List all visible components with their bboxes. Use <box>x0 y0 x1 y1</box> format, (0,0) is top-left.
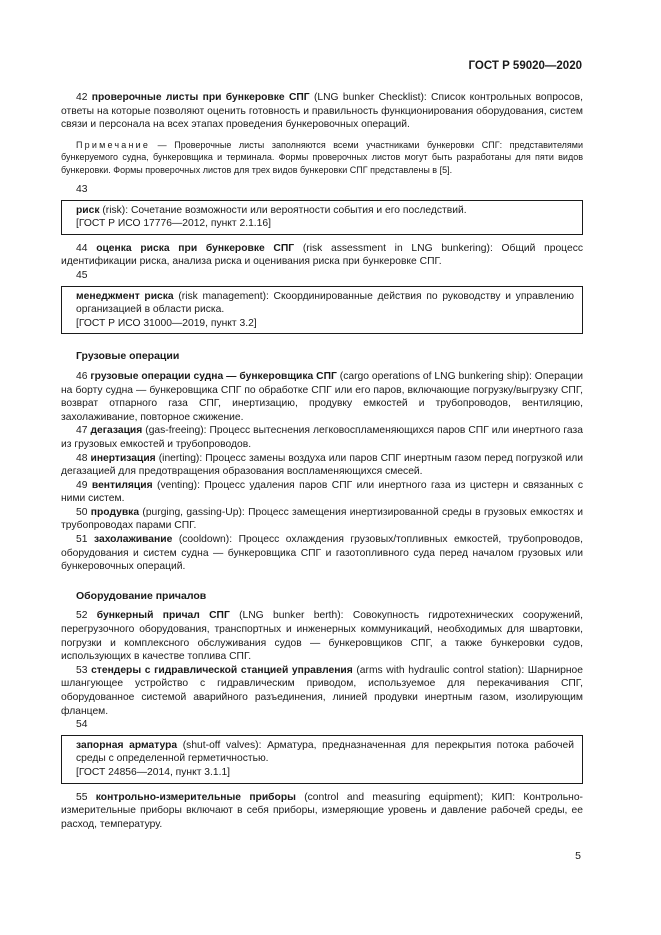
term-title: проверочные листы при бункеровке СПГ <box>91 92 310 103</box>
term-title: оценка риска при бункеровке СПГ <box>96 242 295 254</box>
term-number: 42 <box>76 92 92 103</box>
term-45 <box>76 290 574 317</box>
term-reference: [ГОСТ Р ИСО 17776—2012, пункт 2.1.16] <box>76 218 271 230</box>
term-46 <box>61 370 583 424</box>
term-reference: [ГОСТ Р ИСО 31000—2019, пункт 3.2] <box>76 317 257 329</box>
term-48 <box>61 452 583 479</box>
term-definition: (risk): Сочетание возможности или вероятности события и его последствий. <box>99 204 467 216</box>
term-54-frame <box>61 735 583 784</box>
term-title: риск <box>76 204 100 216</box>
term-title: инертизация <box>90 452 156 464</box>
term-title: грузовые операции судна — бункеровщика СПГ <box>90 370 337 382</box>
term-definition: (purging, gassing-Up): Процесс замещения инертизированной среды в грузовых емкостях и трубопроводах парами СПГ. <box>61 506 583 532</box>
term-50 <box>61 506 583 533</box>
term-definition: (inerting): Процесс замены воздуха или паров СПГ инертным газом перед погрузкой или дегазацией для предотвращения образования воспламеняющихся смесей. <box>61 452 583 478</box>
term-43 <box>76 204 574 218</box>
term-title: вентиляция <box>91 479 153 491</box>
term-definition: (risk assessment in LNG bunkering): Общий процесс идентификации риска, анализа риска и оценивания риска при бункеровке СПГ. <box>61 242 583 268</box>
term-title: захолаживание <box>93 534 173 546</box>
page-number: 5 <box>575 850 581 862</box>
term-definition: (risk management): Скоординированные действия по руководству и управлению организацией в области риска. <box>76 290 574 316</box>
note <box>61 139 583 176</box>
term-49 <box>61 479 583 506</box>
term-number: 49 <box>76 479 92 491</box>
term-reference: [ГОСТ 24856—2014, пункт 3.1.1] <box>76 766 231 778</box>
section-heading-berth: Оборудование причалов <box>76 589 207 602</box>
term-definition: (cooldown): Процесс охлаждения грузовых/топливных емкостей, трубопроводов, оборудования и систем судна — бункеровщика СПГ и газотопливного суда перед началом грузовых или бункеровочных операций. <box>61 534 583 573</box>
term-definition: (gas-freeing): Процесс вытеснения легковоспламеняющихся паров СПГ или инертного газа из грузовых емкостей и трубопроводов. <box>61 425 583 450</box>
term-53 <box>61 664 583 718</box>
term-definition: (LNG bunker Checklist): Список контрольных вопросов, ответы на которые позволяют оценить готовность и правильность функционирования оборудования, систем связи и персонала на всех этапах проведения бункеровочных операций. <box>61 92 583 131</box>
term-number: 44 <box>76 242 97 254</box>
term-title: дегазация <box>90 425 143 437</box>
term-title: продувка <box>90 506 140 518</box>
term-number: 47 <box>76 425 91 437</box>
term-number: 46 <box>76 370 91 382</box>
term-54-number: 54 <box>76 719 88 731</box>
term-number: 53 <box>76 664 92 676</box>
term-title: менеджмент риска <box>76 290 174 302</box>
term-definition: (LNG bunker berth): Совокупность гидротехнических сооружений, перегрузочного оборудования, транспортных и инженерных коммуникаций, необходимых для швартовки, погрузки и комплексного обслуживания судов — бункеровщиков СПГ, а также бункеровки судов, использующих в качестве топлива СПГ. <box>61 610 583 663</box>
term-44 <box>61 242 583 269</box>
term-52 <box>61 609 583 663</box>
term-45-number: 45 <box>76 269 88 281</box>
document-code: ГОСТ Р 59020—2020 <box>468 60 582 72</box>
term-number: 51 <box>76 534 94 546</box>
term-definition: (shut-off valves): Арматура, предназначенная для перекрытия потока рабочей среды с определенной герметичностью. <box>76 739 574 765</box>
term-number: 52 <box>76 610 97 622</box>
term-title: запорная арматура <box>76 739 178 751</box>
term-title: стендеры с гидравлической станцией управления <box>91 664 353 676</box>
term-definition: (control and measuring equipment); КИП: Контрольно-измерительные приборы включают в себя приборы, измеряющие уровень и давление рабочей среды, ее расход, температуру. <box>61 791 583 830</box>
term-45-frame <box>61 286 583 335</box>
term-definition: (venting): Процесс удаления паров СПГ или инертного газа из цистерн и связанных с ними систем. <box>61 479 583 505</box>
term-51 <box>61 533 583 574</box>
term-title: контрольно-измерительные приборы <box>95 791 296 803</box>
term-55 <box>61 791 583 832</box>
term-43-frame <box>61 200 583 235</box>
term-43-number: 43 <box>76 184 88 195</box>
note-text: — Проверочные листы заполняются всеми участниками бункеровки СПГ: представителями бункеруемого судна, бункеровщика и терминала. Формы проверочных листов могут быть разработаны для пяти видов бункеровки. Формы проверочных листов для трех видов бункеровки СПГ представлены в [5]. <box>61 139 583 175</box>
term-42 <box>61 91 583 132</box>
term-definition: (arms with hydraulic control station): Шарнирное шлангующее устройство с гидравлическим приводом, используемое для перекачивания СПГ, оборудованное системой аварийного разъединения, линией продувки инертным газом, изолирующим фланцем. <box>61 664 583 717</box>
term-54 <box>76 739 574 766</box>
term-title: бункерный причал СПГ <box>96 610 230 622</box>
term-definition: (cargo operations of LNG bunkering ship): Операции на борту судна — бункеровщика СПГ по обработке СПГ или его паров, включающие погрузку/выгрузку СПГ, возврат отпарного газа СПГ, инертизацию, продувку емкостей и трубопроводов, вентиляцию, захолаживание, повторное сжижение. <box>61 370 583 423</box>
note-label: Примечание <box>76 139 151 150</box>
term-47 <box>61 424 583 451</box>
term-number: 50 <box>76 506 91 518</box>
section-heading-cargo: Грузовые операции <box>76 350 180 363</box>
term-number: 48 <box>76 452 91 464</box>
term-number: 55 <box>76 791 96 803</box>
page-content <box>61 91 583 831</box>
